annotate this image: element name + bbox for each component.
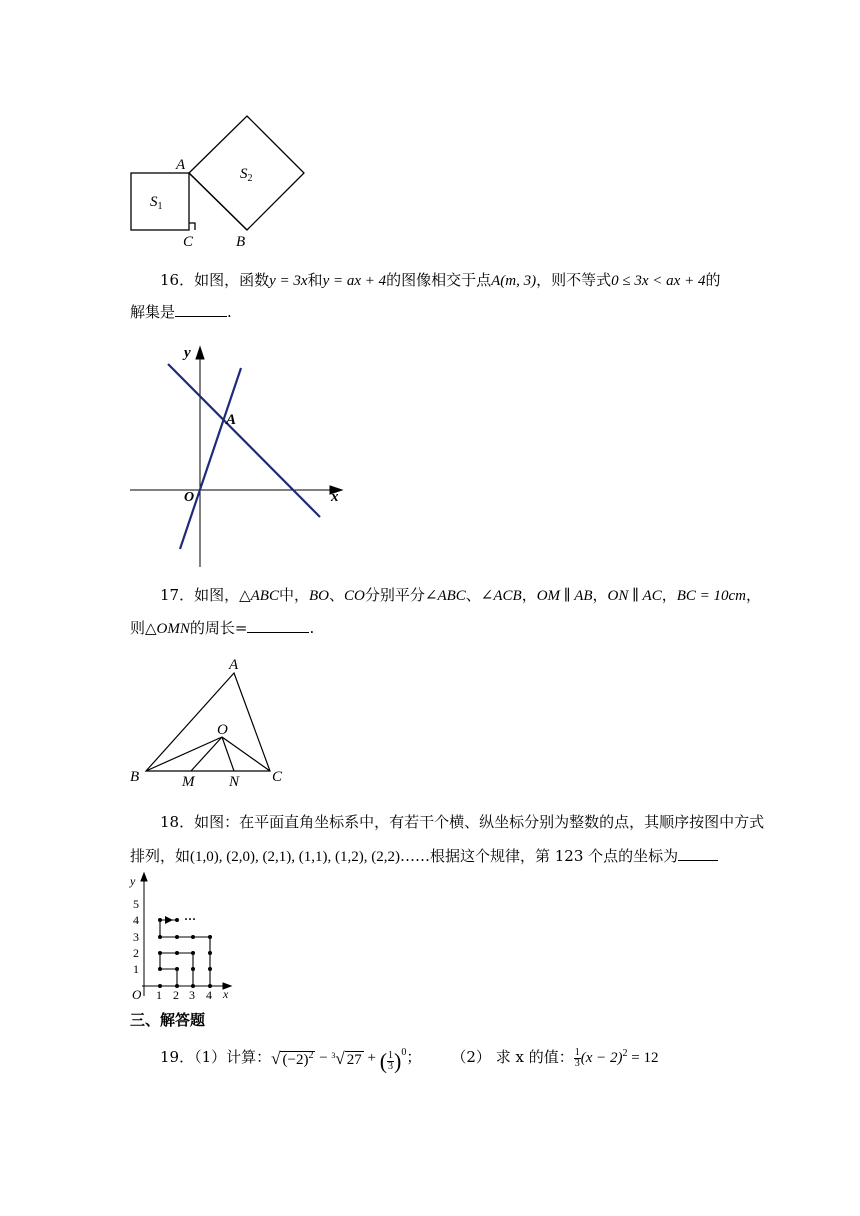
question-number: 18． <box>160 813 195 831</box>
segment-bo <box>146 737 222 771</box>
triangle-abc <box>146 673 270 771</box>
fig18-ytick: 3 <box>133 930 139 944</box>
text: 解集是 <box>130 303 176 321</box>
section-heading: 三、解答题 <box>130 1011 206 1029</box>
question-19 <box>160 1040 659 1074</box>
direction-arrow <box>165 916 173 924</box>
question-16-line2 <box>130 302 232 322</box>
text: 排列，如 <box>130 847 191 865</box>
text: 如图：在平面直角坐标系中，有若干个横、纵坐标分别为整数的点，其顺序按图中方式 <box>194 813 765 831</box>
exponent: 2 <box>622 1048 628 1059</box>
figure-18-lattice <box>120 870 240 1005</box>
cube-root-expression: $^3$√ 27 <box>331 1049 362 1068</box>
text: （2） 求 x 的值： <box>451 1048 574 1066</box>
fig18-xtick: 4 <box>206 988 212 1002</box>
text: . <box>309 619 315 637</box>
parallel: OM ∥ AB <box>536 588 593 604</box>
fig16-label-a: A <box>226 412 237 428</box>
question-17-line2 <box>130 618 314 639</box>
fig17-label-a: A <box>229 657 239 673</box>
text: …… <box>399 847 430 865</box>
angle: ∠ACB <box>480 588 522 604</box>
fig15-label-s1: $S_1$ <box>150 194 163 212</box>
fig18-ellipsis: ··· <box>184 912 197 926</box>
fig16-label-y: y <box>184 345 191 361</box>
fig15-label-a: A <box>176 157 186 173</box>
text: ， <box>746 586 762 604</box>
text: 根据这个规律，第 123 个点的坐标为 <box>429 847 679 865</box>
fig15-label-b: B <box>236 234 246 250</box>
text: ； <box>406 1048 422 1066</box>
text: 分别平分 <box>364 586 425 604</box>
operator: + <box>363 1050 380 1066</box>
fig18-label-x: x <box>223 987 229 1001</box>
segment-co <box>222 737 270 771</box>
question-18-line1 <box>160 812 764 832</box>
text: ， <box>521 586 537 604</box>
question-16-line1 <box>160 270 720 291</box>
question-number: 16． <box>160 271 195 289</box>
question-17-line1 <box>160 585 761 606</box>
hypotenuse-ab <box>189 173 247 230</box>
fig18-xtick: 2 <box>173 988 179 1002</box>
text: 如图，函数 <box>194 271 270 289</box>
fig16-label-o: O <box>184 490 195 505</box>
text: 的 <box>705 271 721 289</box>
fig15-label-s2: $S_2$ <box>240 166 253 184</box>
formula: y = ax + 4 <box>322 273 387 289</box>
fraction: $\frac{1}{3}$ <box>574 1046 580 1069</box>
triangle: △ABC <box>239 588 279 604</box>
fig18-ytick: 1 <box>133 962 139 976</box>
exponent: 2 <box>308 1050 314 1061</box>
fig18-ytick: 2 <box>133 946 139 960</box>
equation: (x − 2) <box>580 1050 623 1066</box>
fig18-ytick: 5 <box>133 897 139 911</box>
point: A(m, 3) <box>491 273 537 289</box>
y-axis-arrow <box>196 347 204 359</box>
text: 中， <box>278 586 309 604</box>
segment-on <box>222 737 234 771</box>
inequality: 0 ≤ 3x < ax + 4 <box>611 273 706 289</box>
radicand: (−2) <box>282 1052 309 1068</box>
power-expression: ( $\frac{1}{3}$ )$^0$ <box>379 1046 407 1074</box>
formula: y = 3x <box>269 273 308 289</box>
fig17-label-o: O <box>217 722 228 738</box>
figure-16-graph <box>120 335 360 575</box>
question-number: 19． <box>160 1048 195 1066</box>
segment: CO <box>344 588 365 604</box>
fig18-label-o: O <box>132 987 142 1002</box>
root-index: 3 <box>331 1051 336 1060</box>
answer-blank[interactable] <box>175 302 227 317</box>
text: 如图， <box>194 586 240 604</box>
fig18-ytick: 4 <box>133 913 139 927</box>
text: . <box>227 303 232 321</box>
fig17-label-n: N <box>229 774 240 790</box>
text: 、 <box>465 586 481 604</box>
answer-blank[interactable] <box>678 846 718 861</box>
fig17-label-b: B <box>130 769 140 785</box>
equation-rhs: = 12 <box>627 1050 659 1066</box>
y-axis-arrow <box>141 873 147 881</box>
fig18-xtick: 1 <box>156 988 162 1002</box>
line-y-3x <box>180 368 241 549</box>
fraction: $\frac{1}{3}$ <box>388 1050 394 1073</box>
operator: − <box>315 1050 332 1066</box>
answer-blank[interactable] <box>247 618 309 633</box>
text: ，则不等式 <box>536 271 612 289</box>
triangle: △OMN <box>145 621 190 637</box>
fig16-label-x: x <box>331 489 339 505</box>
text: 、 <box>329 586 345 604</box>
text: 和 <box>307 271 323 289</box>
fig18-xtick: 3 <box>189 988 195 1002</box>
text: ， <box>661 586 677 604</box>
fig15-label-c: C <box>183 234 194 250</box>
figure-17-triangle <box>120 650 300 790</box>
path-spiral <box>160 920 210 986</box>
figure-15-squares <box>120 105 320 255</box>
fig17-label-m: M <box>182 774 195 790</box>
text: 则 <box>130 619 146 637</box>
parallel: ON ∥ AC <box>607 588 662 604</box>
sqrt-expression: √ $(-2)^2$ <box>271 1049 314 1068</box>
angle: ∠ABC <box>424 588 466 604</box>
fig18-label-y: y <box>130 874 136 888</box>
segment-om <box>191 737 222 771</box>
right-angle-mark <box>189 223 195 230</box>
text: ， <box>592 586 608 604</box>
segment: BO <box>309 588 329 604</box>
text: （1）计算： <box>194 1048 272 1066</box>
exponent: 0 <box>401 1046 407 1058</box>
sequence: (1,0), (2,0), (2,1), (1,1), (1,2), (2,2) <box>190 849 400 865</box>
fig17-label-c: C <box>272 769 283 785</box>
radicand: 27 <box>346 1052 362 1068</box>
text: 的图像相交于点 <box>386 271 492 289</box>
question-18-line2 <box>130 846 718 867</box>
length: BC = 10cm <box>676 588 747 604</box>
text: 的周长= <box>189 619 248 637</box>
question-number: 17． <box>160 586 195 604</box>
